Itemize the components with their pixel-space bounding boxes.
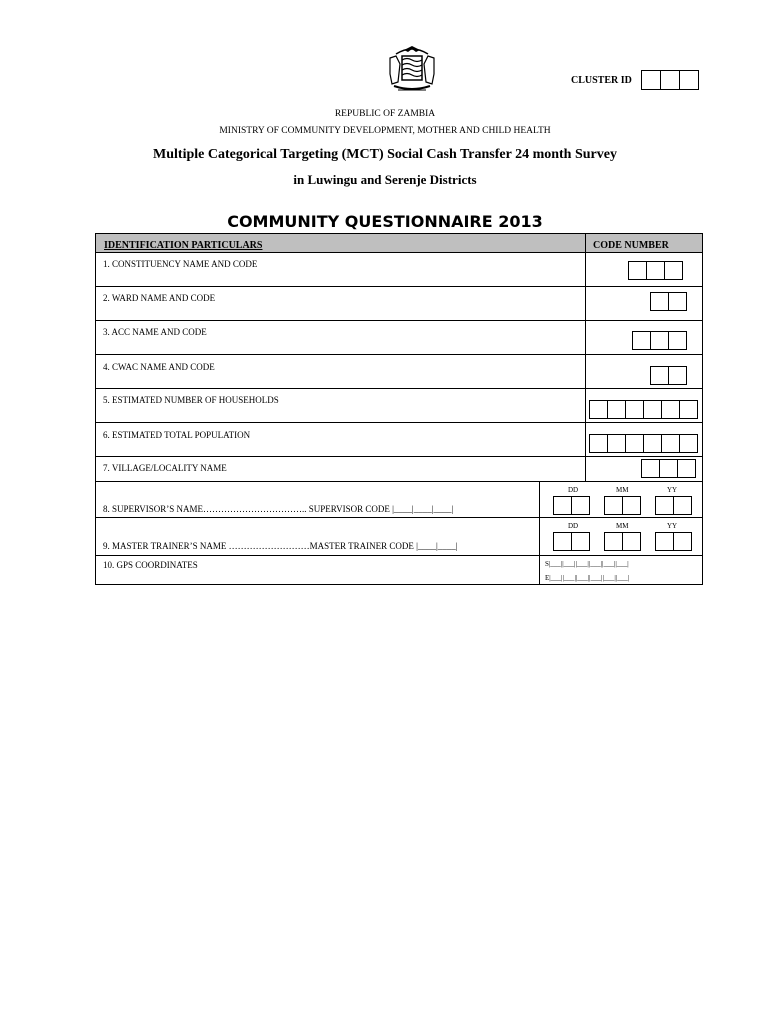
constituency-code-boxes[interactable]: [628, 261, 683, 280]
gps-east-field[interactable]: E|___||___||___||___||___||___|: [545, 574, 630, 582]
row-ward-label: 2. WARD NAME AND CODE: [103, 293, 216, 303]
households-code-boxes[interactable]: [589, 400, 698, 419]
row-divider: [95, 252, 703, 253]
trainer-mm-boxes[interactable]: [604, 532, 641, 551]
row-master-trainer-label: 9. MASTER TRAINER’S NAME ………………………MASTER TRAINER CODE |____|____|: [103, 541, 458, 551]
supervisor-mm-boxes[interactable]: [604, 496, 641, 515]
republic-heading: REPUBLIC OF ZAMBIA: [334, 109, 436, 119]
row-village-label: 7. VILLAGE/LOCALITY NAME: [103, 463, 227, 473]
row-gps-label: 10. GPS COORDINATES: [103, 560, 198, 570]
supervisor-dd-boxes[interactable]: [553, 496, 590, 515]
column-divider: [585, 234, 586, 481]
gps-south-field[interactable]: S|___||___||___||___||___||___|: [545, 560, 629, 568]
trainer-dd-boxes[interactable]: [553, 532, 590, 551]
questionnaire-title: COMMUNITY QUESTIONNAIRE 2013: [227, 212, 543, 231]
trainer-yy-boxes[interactable]: [655, 532, 692, 551]
trainer-yy-label: YY: [667, 522, 678, 530]
row-divider: [95, 320, 703, 321]
ministry-heading: MINISTRY OF COMMUNITY DEVELOPMENT, MOTHER AND CHILD HEALTH: [219, 126, 551, 136]
row-acc-label: 3. ACC NAME AND CODE: [103, 327, 207, 337]
population-code-boxes[interactable]: [589, 434, 698, 453]
supervisor-yy-label: YY: [667, 486, 678, 494]
identification-particulars-header: IDENTIFICATION PARTICULARS: [104, 240, 263, 251]
row-divider: [95, 286, 703, 287]
row-divider: [95, 456, 703, 457]
row-divider: [95, 388, 703, 389]
cwac-code-boxes[interactable]: [650, 366, 687, 385]
supervisor-yy-boxes[interactable]: [655, 496, 692, 515]
row-divider: [95, 555, 703, 556]
trainer-dd-label: DD: [568, 522, 579, 530]
column-divider: [539, 481, 540, 585]
village-code-boxes[interactable]: [641, 459, 696, 478]
survey-title: Multiple Categorical Targeting (MCT) Social Cash Transfer 24 month Survey: [153, 147, 617, 162]
code-number-header: CODE NUMBER: [593, 240, 669, 251]
row-divider: [95, 517, 703, 518]
trainer-mm-label: MM: [616, 522, 629, 530]
row-divider: [95, 354, 703, 355]
row-divider: [95, 481, 703, 482]
ward-code-boxes[interactable]: [650, 292, 687, 311]
row-divider: [95, 422, 703, 423]
coat-of-arms-emblem: [382, 44, 442, 96]
acc-code-boxes[interactable]: [632, 331, 687, 350]
cluster-id-label: CLUSTER ID: [571, 75, 632, 86]
row-constituency-label: 1. CONSTITUENCY NAME AND CODE: [103, 259, 258, 269]
cluster-id-boxes[interactable]: [641, 70, 699, 90]
supervisor-mm-label: MM: [616, 486, 629, 494]
supervisor-dd-label: DD: [568, 486, 579, 494]
row-cwac-label: 4. CWAC NAME AND CODE: [103, 362, 215, 372]
row-population-label: 6. ESTIMATED TOTAL POPULATION: [103, 430, 251, 440]
survey-subtitle: in Luwingu and Serenje Districts: [293, 172, 477, 187]
row-households-label: 5. ESTIMATED NUMBER OF HOUSEHOLDS: [103, 395, 279, 405]
row-supervisor-label: 8. SUPERVISOR’S NAME…………………………….. SUPERVISOR CODE |____|____|____|: [103, 504, 454, 514]
